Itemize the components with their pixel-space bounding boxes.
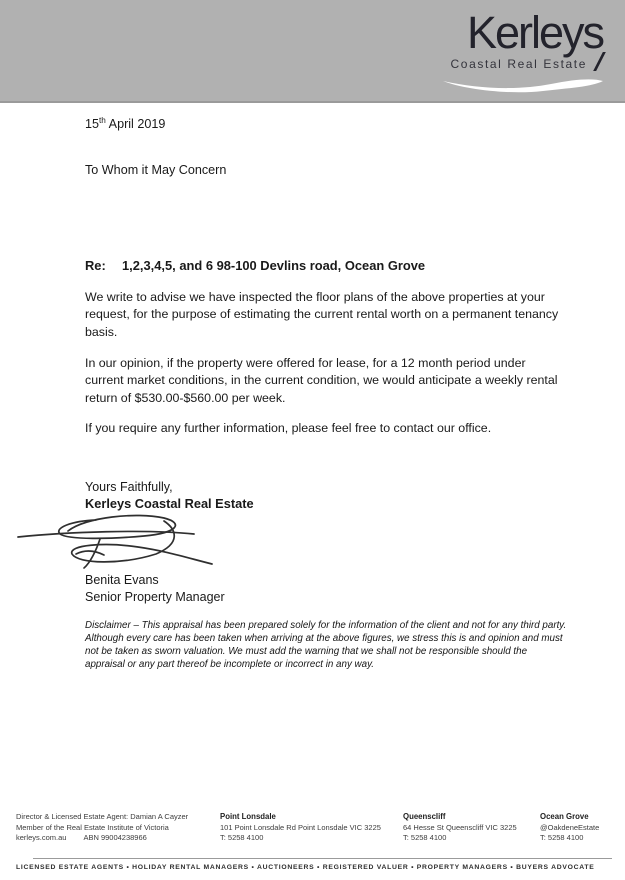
footer-site-abn-row	[16, 833, 188, 844]
footer-membership-line: Member of the Real Estate Institute of Victoria	[16, 822, 169, 832]
letter-date	[85, 116, 165, 131]
date-ordinal: th	[99, 116, 106, 125]
salutation: To Whom it May Concern	[85, 163, 227, 177]
closing-line: Yours Faithfully,	[85, 480, 173, 494]
signatory-title: Senior Property Manager	[85, 590, 225, 604]
paragraph-rental-estimate: In our opinion, if the property were offered for lease, for a 12 month period under current market conditions, in the current condition, we would anticipate a weekly rental return of $530.00-$560.00 per week.	[85, 356, 558, 405]
signatory-name: Benita Evans	[85, 573, 159, 587]
date-rest: April 2019	[105, 117, 166, 132]
footer-agent-column	[16, 812, 188, 844]
company-name: Kerleys Coastal Real Estate	[85, 496, 254, 511]
re-subject-line	[85, 258, 425, 273]
logo-tagline-text: Coastal Real Estate	[450, 57, 587, 71]
paragraph-contact: If you require any further information, please feel free to contact our office.	[85, 421, 492, 435]
office-address: 101 Point Lonsdale Rd Point Lonsdale VIC 3225	[220, 822, 381, 832]
logo-wave-icon	[443, 74, 603, 96]
office-address: @OakdeneEstate	[540, 822, 600, 832]
letterhead-banner	[0, 0, 625, 103]
office-name: Queenscliff	[403, 812, 446, 821]
footer-agent-line: Director & Licensed Estate Agent: Damian A Cayzer	[16, 812, 189, 821]
footer-services-tagline: LICENSED ESTATE AGENTS • HOLIDAY RENTAL MANAGERS • AUCTIONEERS • REGISTERED VALUER • PROPERTY MANAGERS • BUYERS ADVOCATE	[16, 864, 595, 871]
logo-brand-text: Kerleys	[466, 7, 603, 58]
office-address: 64 Hesse St Queenscliff VIC 3225	[403, 822, 517, 832]
office-phone: T: 5258 4100	[220, 833, 264, 843]
signature-scribble	[16, 507, 216, 571]
footer-abn: ABN 99004238966	[83, 833, 147, 843]
paragraph-inspection: We write to advise we have inspected the floor plans of the above properties at your request, for the purpose of estimating the current rental worth on a permanent tenancy basis.	[85, 290, 559, 339]
footer-divider-rule	[33, 858, 612, 859]
re-subject: 1,2,3,4,5, and 6 98-100 Devlins road, Ocean Grove	[122, 258, 426, 273]
footer-website: kerleys.com.au	[16, 833, 67, 843]
office-phone: T: 5258 4100	[540, 833, 584, 843]
re-label: Re:	[85, 258, 106, 273]
date-day: 15	[85, 117, 100, 132]
office-name: Point Lonsdale	[220, 812, 276, 821]
kerleys-logo	[428, 7, 603, 96]
disclaimer-text: Disclaimer – This appraisal has been prepared solely for the information of the client and not for any third party. Although every care has been taken when arriving at the above figures, we stress this is and opinion and must not be taken as sworn valuation. We must add the warning that we shall not be responsible should the appraisal or any part thereof be incomplete or incorrect in any way.	[85, 620, 567, 670]
footer-office-ocean-grove	[540, 812, 599, 844]
office-name: Ocean Grove	[540, 812, 589, 821]
footer-office-queenscliff	[403, 812, 517, 844]
footer-office-point-lonsdale	[220, 812, 381, 844]
office-phone: T: 5258 4100	[403, 833, 447, 843]
